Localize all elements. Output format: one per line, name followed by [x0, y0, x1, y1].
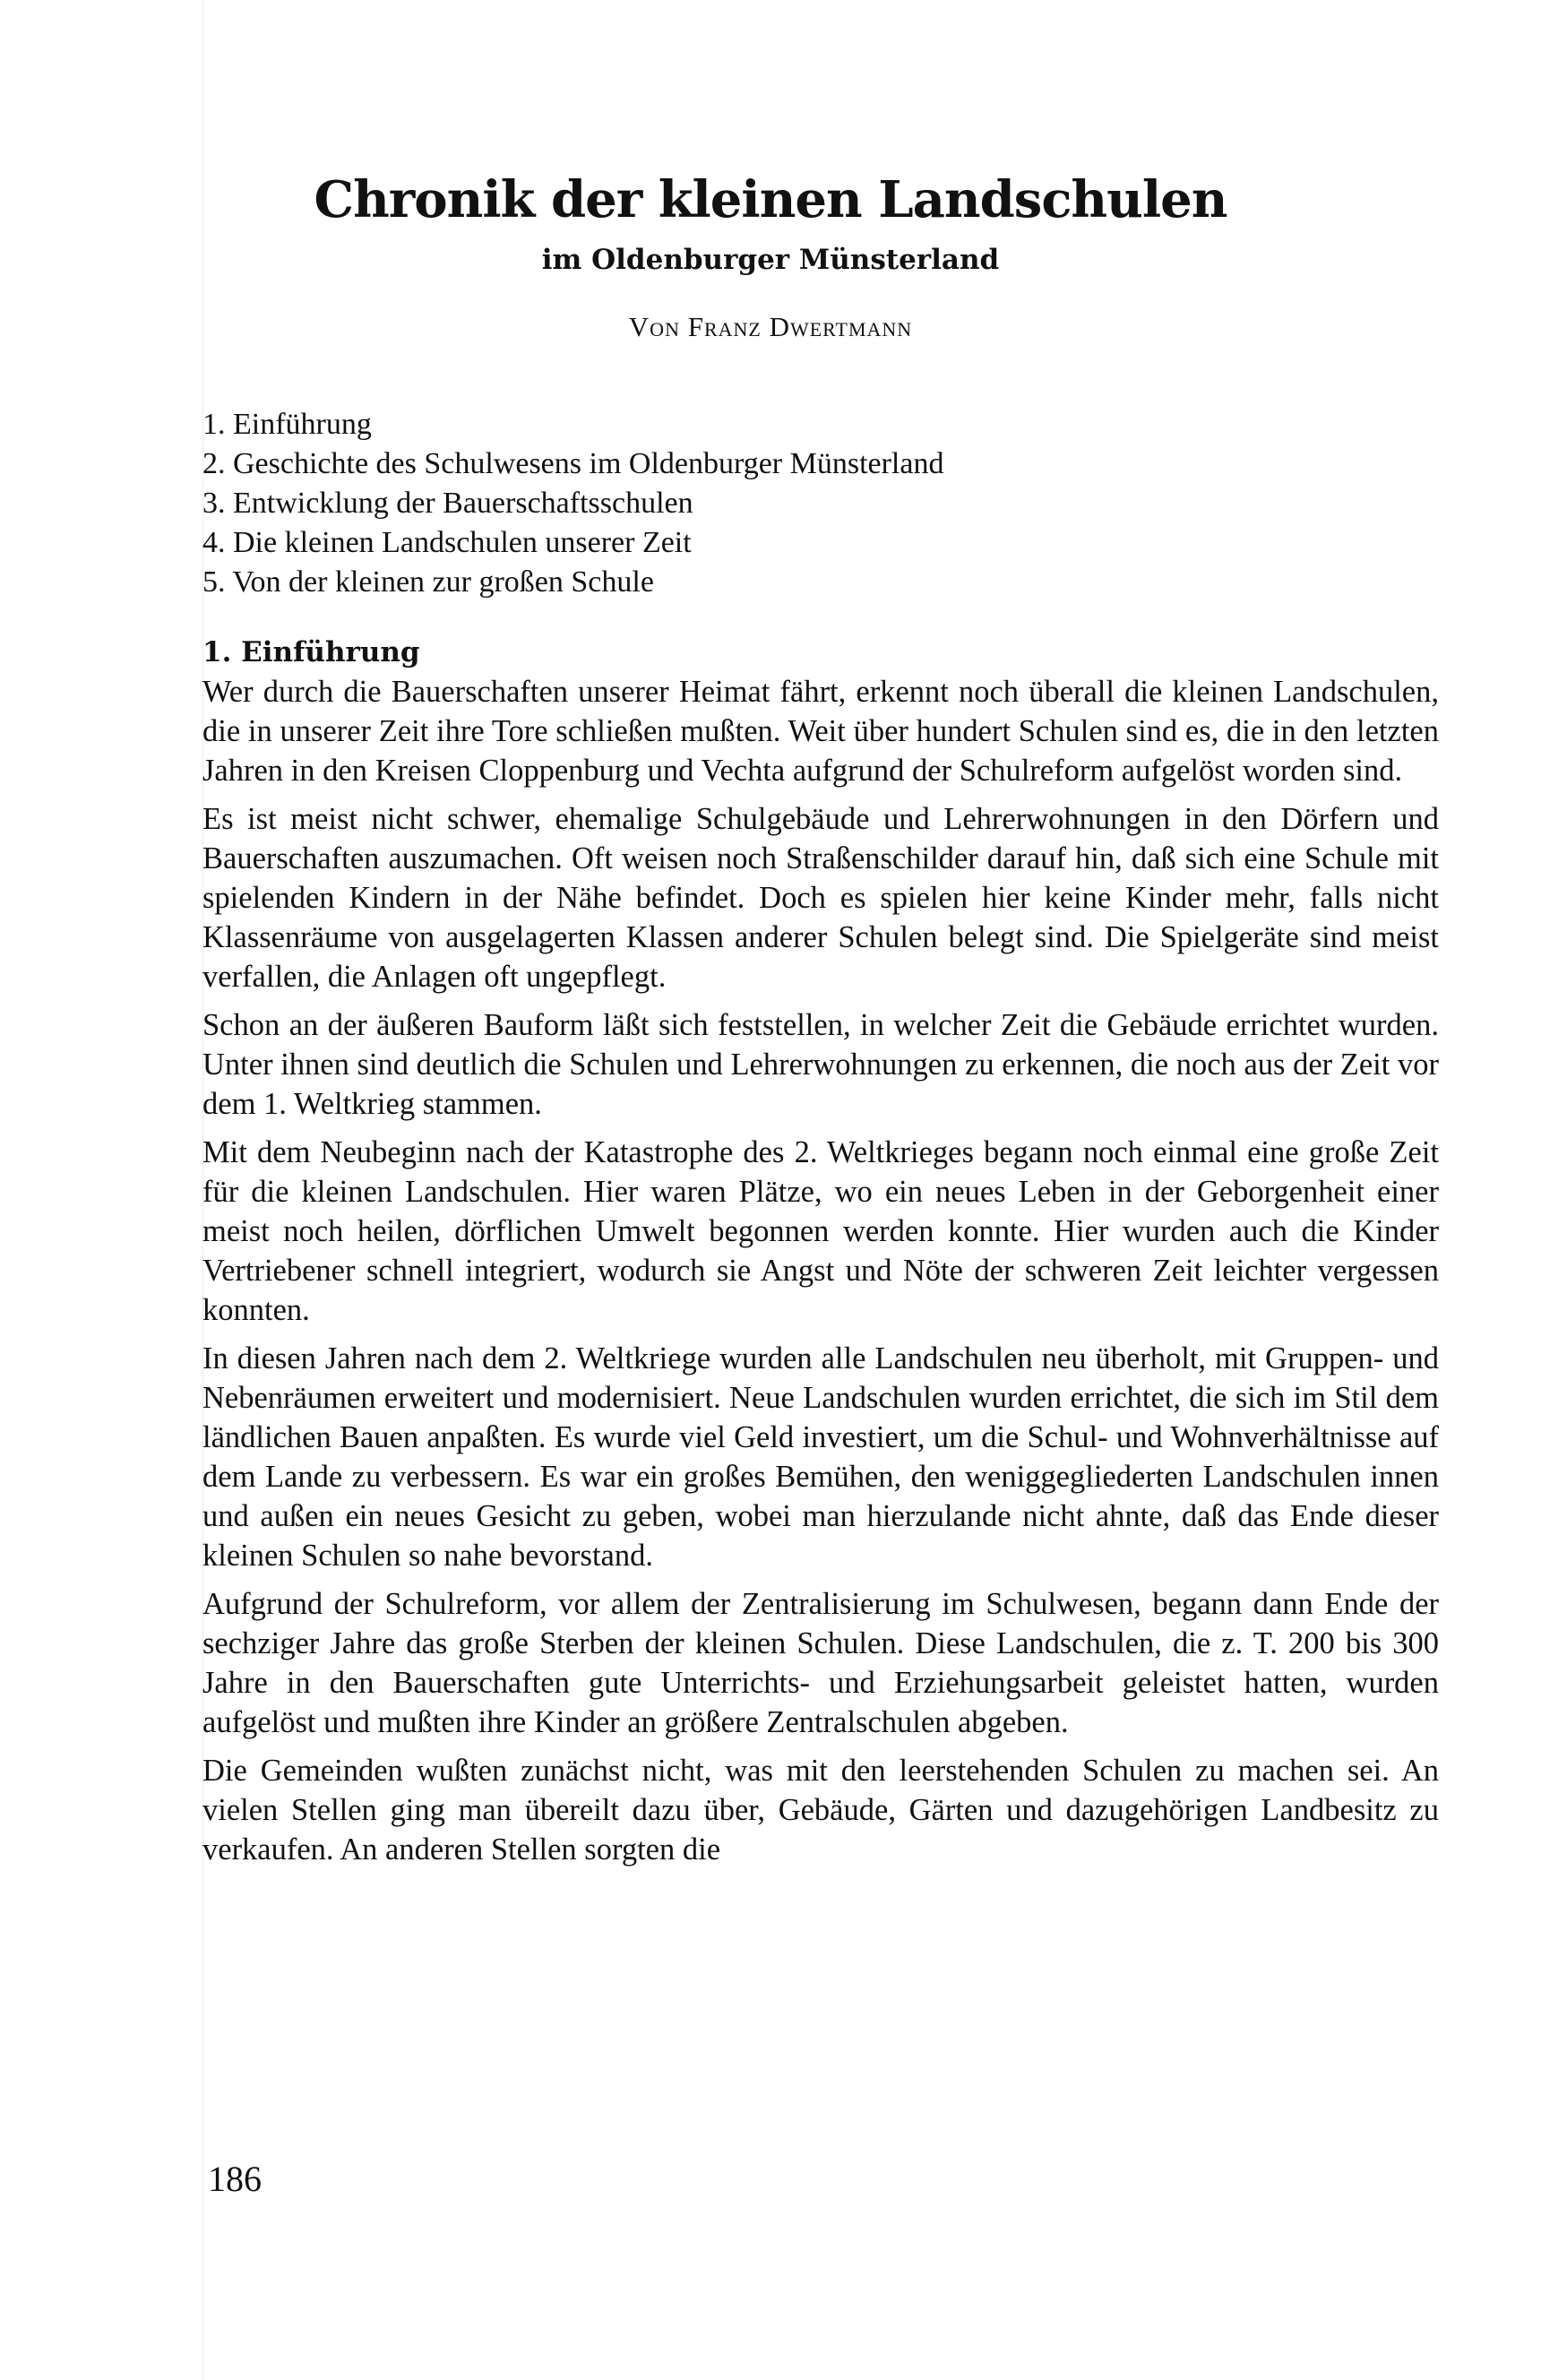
- section-body: [202, 633, 1439, 1878]
- section-heading: 1. Einführung: [202, 636, 420, 668]
- toc-item: 4. Die kleinen Landschulen unserer Zeit: [202, 526, 692, 559]
- body-paragraph: Aufgrund der Schulreform, vor allem der Zentralisierung im Schulwesen, begann dann Ende der sechziger Jahre das große Sterben der kleinen Schulen. Diese Landschulen, die z. T. 200 bis 300 Jahre in den Bauerschaften gute Unterrichts- und Erziehungsarbeit geleistet hatten, wurden aufgelöst und mußten ihre Kinder an größere Zentralschulen abgeben.: [202, 1587, 1439, 1739]
- article-title: Chronik der kleinen Landschulen: [314, 170, 1227, 229]
- article-subtitle: im Oldenburger Münsterland: [541, 244, 1000, 276]
- body-paragraph: Die Gemeinden wußten zunächst nicht, was mit den leerstehenden Schulen zu machen sei. An vielen Stellen ging man übereilt dazu über, Gebäude, Gärten und dazugehörigen Landbesitz zu verkaufen. An anderen Stellen sorgten die: [202, 1754, 1439, 1867]
- table-of-contents: [202, 405, 1457, 602]
- article-author: Von Franz Dwertmann: [628, 311, 913, 342]
- toc-item: 5. Von der kleinen zur großen Schule: [202, 565, 654, 599]
- body-paragraph: Es ist meist nicht schwer, ehemalige Schulgebäude und Lehrerwohnungen in den Dörfern und Bauerschaften auszumachen. Oft weisen noch Straßenschilder darauf hin, daß sich eine Schule mit spielenden Kindern in der Nähe befindet. Doch es spielen hier keine Kinder mehr, falls nicht Klassenräume von ausgelagerten Klassen anderer Schulen belegt sind. Die Spielgeräte sind meist verfallen, die Anlagen oft ungepflegt.: [202, 802, 1439, 994]
- toc-item: 2. Geschichte des Schulwesens im Oldenburger Münsterland: [202, 447, 944, 480]
- body-paragraph: Wer durch die Bauerschaften unserer Heimat fährt, erkennt noch überall die kleinen Landschulen, die in unserer Zeit ihre Tore schließen mußten. Weit über hundert Schulen sind es, die in den letzten Jahren in den Kreisen Cloppenburg und Vechta aufgrund der Schulreform aufgelöst worden sind.: [202, 675, 1439, 788]
- body-paragraph: In diesen Jahren nach dem 2. Weltkriege wurden alle Landschulen neu überholt, mit Gruppen- und Nebenräumen erweitert und modernisiert. Neue Landschulen wurden errichtet, die sich im Stil dem ländlichen Bauen anpaßten. Es wurde viel Geld investiert, um die Schul- und Wohnverhältnisse auf dem Lande zu verbessern. Es war ein großes Bemühen, den weniggegliederten Landschulen innen und außen ein neues Gesicht zu geben, wobei man hierzulande nicht ahnte, daß das Ende dieser kleinen Schulen so nahe bevorstand.: [202, 1341, 1439, 1573]
- body-paragraph: Schon an der äußeren Bauform läßt sich feststellen, in welcher Zeit die Gebäude errichtet wurden. Unter ihnen sind deutlich die Schulen und Lehrerwohnungen zu erkennen, die noch aus der Zeit vor dem 1. Weltkrieg stammen.: [202, 1008, 1439, 1121]
- toc-item: 3. Entwicklung der Bauerschaftsschulen: [202, 487, 693, 520]
- body-paragraph: Mit dem Neubeginn nach der Katastrophe des 2. Weltkrieges begann noch einmal eine große Zeit für die kleinen Landschulen. Hier waren Plätze, wo ein neues Leben in der Geborgenheit einer meist noch heilen, dörflichen Umwelt begonnen werden konnte. Hier wurden auch die Kinder Vertriebener schnell integriert, wodurch sie Angst und Nöte der schweren Zeit leichter vergessen konnten.: [202, 1135, 1439, 1327]
- toc-item: 1. Einführung: [202, 408, 372, 441]
- page-number: 186: [208, 2159, 262, 2199]
